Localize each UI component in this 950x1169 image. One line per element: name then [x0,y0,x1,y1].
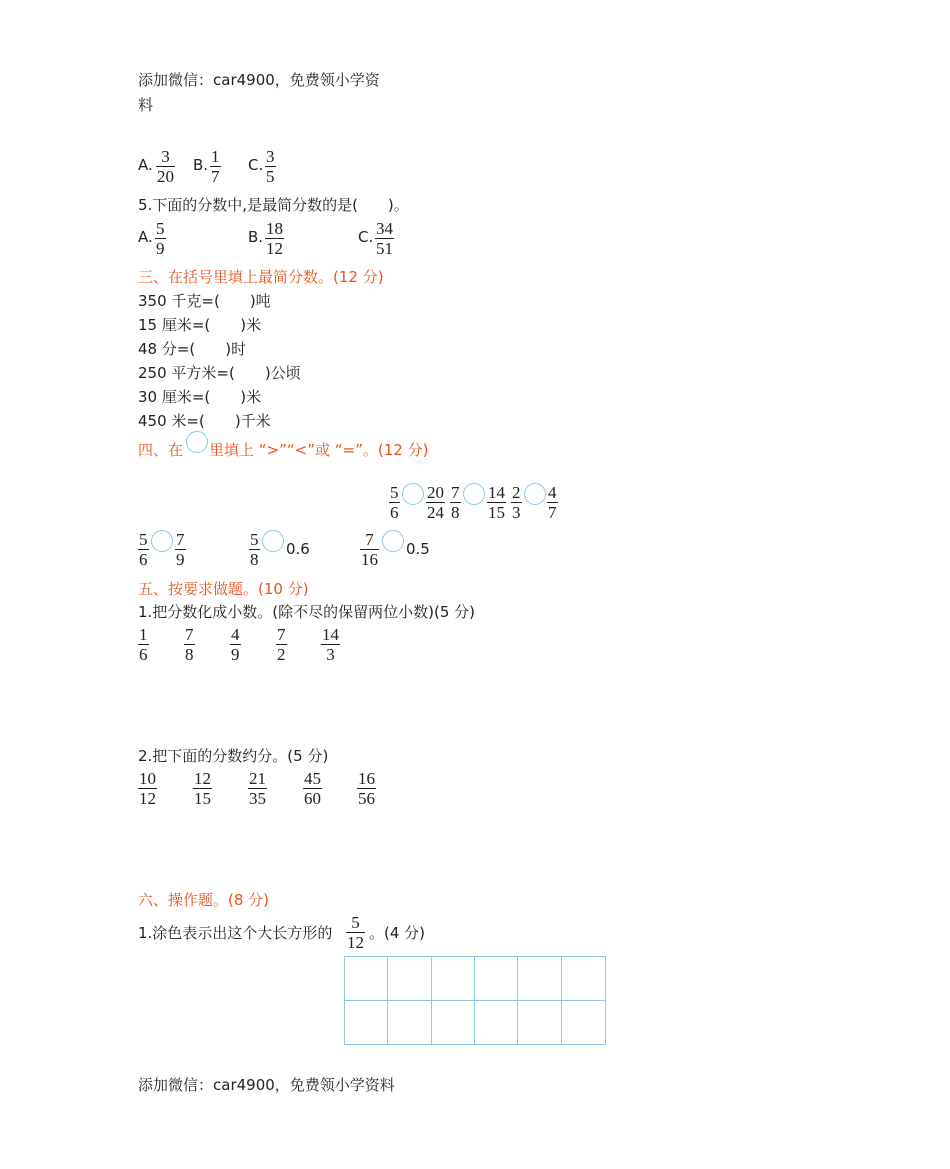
compare-answer-circle[interactable] [524,483,546,505]
q5-option-b-fraction: $\frac{18}{12}$ [266,219,283,258]
grid-cell[interactable] [475,957,518,1001]
q4-option-b-label: B. [193,156,209,174]
compare-fraction: $\frac{7}{16}$ [361,530,378,569]
compare-decimal: 0.5 [406,540,430,558]
fraction-item: $\frac{12}{15}$ [194,769,211,808]
grid-cell[interactable] [562,957,605,1001]
watermark-top-line1: 添加微信：car4900，免费领小学资 [138,71,380,89]
q5-option-a-label: A. [138,228,153,246]
grid-cell[interactable] [518,1001,561,1045]
watermark-top-line2: 料 [138,96,154,114]
compare-fraction: $\frac{7}{8}$ [451,483,460,522]
compare-circle-icon [186,431,208,453]
q4-option-c-label: C. [248,156,264,174]
q5-option-a-fraction: $\frac{5}{9}$ [156,219,165,258]
section4-heading-part2: 里填上 “>”“<”或 “=”。(12 分) [209,441,429,459]
grid-cell[interactable] [345,1001,388,1045]
compare-fraction: $\frac{14}{15}$ [488,483,505,522]
section5-heading: 五、按要求做题。(10 分) [138,580,309,598]
fraction-item: $\frac{21}{35}$ [249,769,266,808]
compare-answer-circle[interactable] [463,483,485,505]
section3-heading: 三、在括号里填上最简分数。(12 分) [138,268,384,286]
compare-fraction: $\frac{20}{24}$ [427,483,444,522]
section6-q1-text-before: 1.涂色表示出这个大长方形的 [138,924,333,942]
fraction-item: $\frac{16}{56}$ [358,769,375,808]
compare-fraction: $\frac{7}{9}$ [176,530,185,569]
fraction-item: $\frac{1}{6}$ [139,625,148,664]
compare-answer-circle[interactable] [382,530,404,552]
section3-line: 15 厘米=( )米 [138,316,262,334]
q4-option-a-label: A. [138,156,153,174]
compare-answer-circle[interactable] [262,530,284,552]
section3-line: 250 平方米=( )公顷 [138,364,301,382]
section6-q1-fraction: $\frac{5}{12}$ [347,913,364,952]
fraction-item: $\frac{10}{12}$ [139,769,156,808]
grid-cell[interactable] [388,957,431,1001]
section6-q1-text-after: 。(4 分) [369,924,426,942]
q5-option-c-label: C. [358,228,374,246]
watermark-bottom: 添加微信：car4900，免费领小学资料 [138,1076,395,1094]
q5-option-c-fraction: $\frac{34}{51}$ [376,219,393,258]
fraction-item: $\frac{45}{60}$ [304,769,321,808]
grid-cell[interactable] [345,957,388,1001]
compare-fraction: $\frac{5}{6}$ [390,483,399,522]
q4-option-b-fraction: $\frac{1}{7}$ [211,147,220,186]
compare-decimal: 0.6 [286,540,310,558]
section3-line: 350 千克=( )吨 [138,292,271,310]
q4-option-a-fraction: $\frac{3}{20}$ [157,147,174,186]
compare-answer-circle[interactable] [151,530,173,552]
fraction-item: $\frac{4}{9}$ [231,625,240,664]
grid-cell[interactable] [432,957,475,1001]
compare-fraction: $\frac{4}{7}$ [548,483,557,522]
grid-cell[interactable] [518,957,561,1001]
section6-heading: 六、操作题。(8 分) [138,891,270,909]
compare-fraction: $\frac{2}{3}$ [512,483,521,522]
section4-heading-part1: 四、在 [138,441,184,459]
section3-line: 450 米=( )千米 [138,412,271,430]
compare-answer-circle[interactable] [402,483,424,505]
compare-fraction: $\frac{5}{6}$ [139,530,148,569]
q4-option-c-fraction: $\frac{3}{5}$ [266,147,275,186]
section5-q2-text: 2.把下面的分数约分。(5 分) [138,747,329,765]
fraction-item: $\frac{14}{3}$ [322,625,339,664]
q5-option-b-label: B. [248,228,264,246]
fraction-item: $\frac{7}{2}$ [277,625,286,664]
grid-cell[interactable] [562,1001,605,1045]
grid-cell[interactable] [432,1001,475,1045]
section3-line: 30 厘米=( )米 [138,388,262,406]
fraction-item: $\frac{7}{8}$ [185,625,194,664]
section5-q1-text: 1.把分数化成小数。(除不尽的保留两位小数)(5 分) [138,603,476,621]
compare-fraction: $\frac{5}{8}$ [250,530,259,569]
q5-text: 5.下面的分数中,是最简分数的是( )。 [138,196,409,214]
grid-cell[interactable] [475,1001,518,1045]
rectangle-grid [344,956,606,1045]
grid-cell[interactable] [388,1001,431,1045]
section3-line: 48 分=( )时 [138,340,247,358]
